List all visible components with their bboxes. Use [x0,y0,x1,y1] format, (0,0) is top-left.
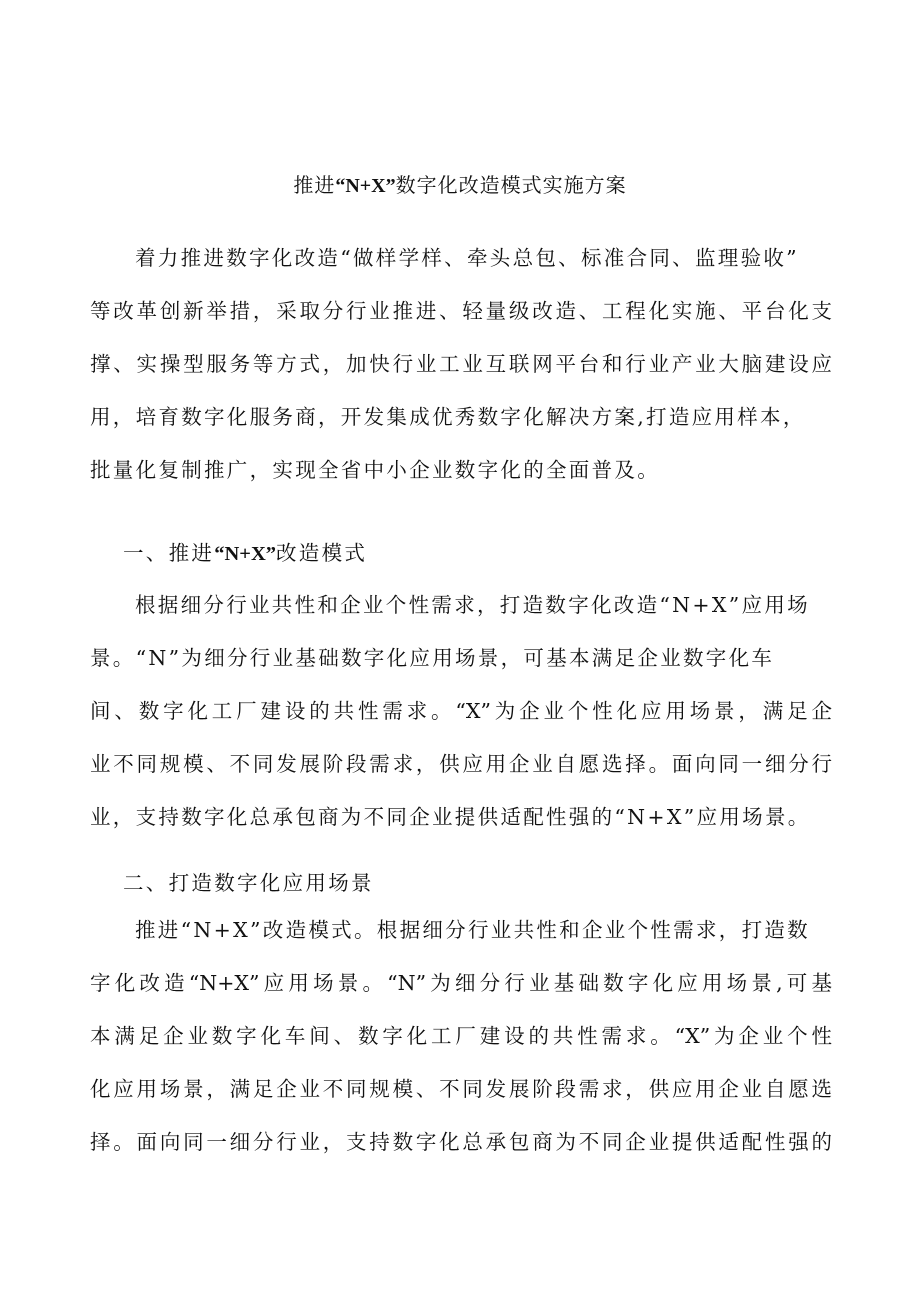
section2-line: 字化改造“N+X”应用场景。“N”为细分行业基础数字化应用场景,可基 [90,971,832,995]
section-heading-2: 二、打造数字化应用场景 [123,871,374,895]
title-prefix: 推进 [293,173,336,197]
intro-line: 着力推进数字化改造“做样学样、牵头总包、标准合同、监理验收” [135,246,799,270]
section1-heading-suffix: 改造模式 [276,541,368,565]
section1-line: 业不同规模、不同发展阶段需求，供应用企业自愿选择。面向同一细分行 [90,752,832,776]
document-title [0,170,920,201]
section2-line: 本满足企业数字化车间、数字化工厂建设的共性需求。“X”为企业个性 [90,1024,832,1048]
intro-line: 等改革创新举措，采取分行业推进、轻量级改造、工程化实施、平台化支 [90,299,832,323]
section1-heading-prefix: 一、推进 [123,541,215,565]
section1-heading-model: “N+X” [214,543,276,565]
section1-line: 间、数字化工厂建设的共性需求。“X”为企业个性化应用场景，满足企 [90,699,832,723]
section2-line: 择。面向同一细分行业，支持数字化总承包商为不同企业提供适配性强的 [90,1130,832,1154]
section2-line: 化应用场景，满足企业不同规模、不同发展阶段需求，供应用企业自愿选 [90,1077,832,1101]
section1-line: 业，支持数字化总承包商为不同企业提供适配性强的“N+X”应用场景。 [90,805,811,829]
section2-line: 推进“N+X”改造模式。根据细分行业共性和企业个性需求，打造数 [135,918,810,942]
intro-line: 用，培育数字化服务商，开发集成优秀数字化解决方案,打造应用样本， [90,405,806,429]
title-model: “N+X” [335,175,396,197]
intro-line: 批量化复制推广，实现全省中小企业数字化的全面普及。 [90,458,660,482]
section1-line: 根据细分行业共性和企业个性需求，打造数字化改造“N+X”应用场 [135,593,810,617]
section-heading-1 [123,538,367,569]
section1-line: 景。“N”为细分行业基础数字化应用场景，可基本满足企业数字化车 [90,646,775,670]
intro-line: 撑、实操型服务等方式，加快行业工业互联网平台和行业产业大脑建设应 [90,352,832,376]
title-suffix: 数字化改造模式实施方案 [395,173,627,197]
